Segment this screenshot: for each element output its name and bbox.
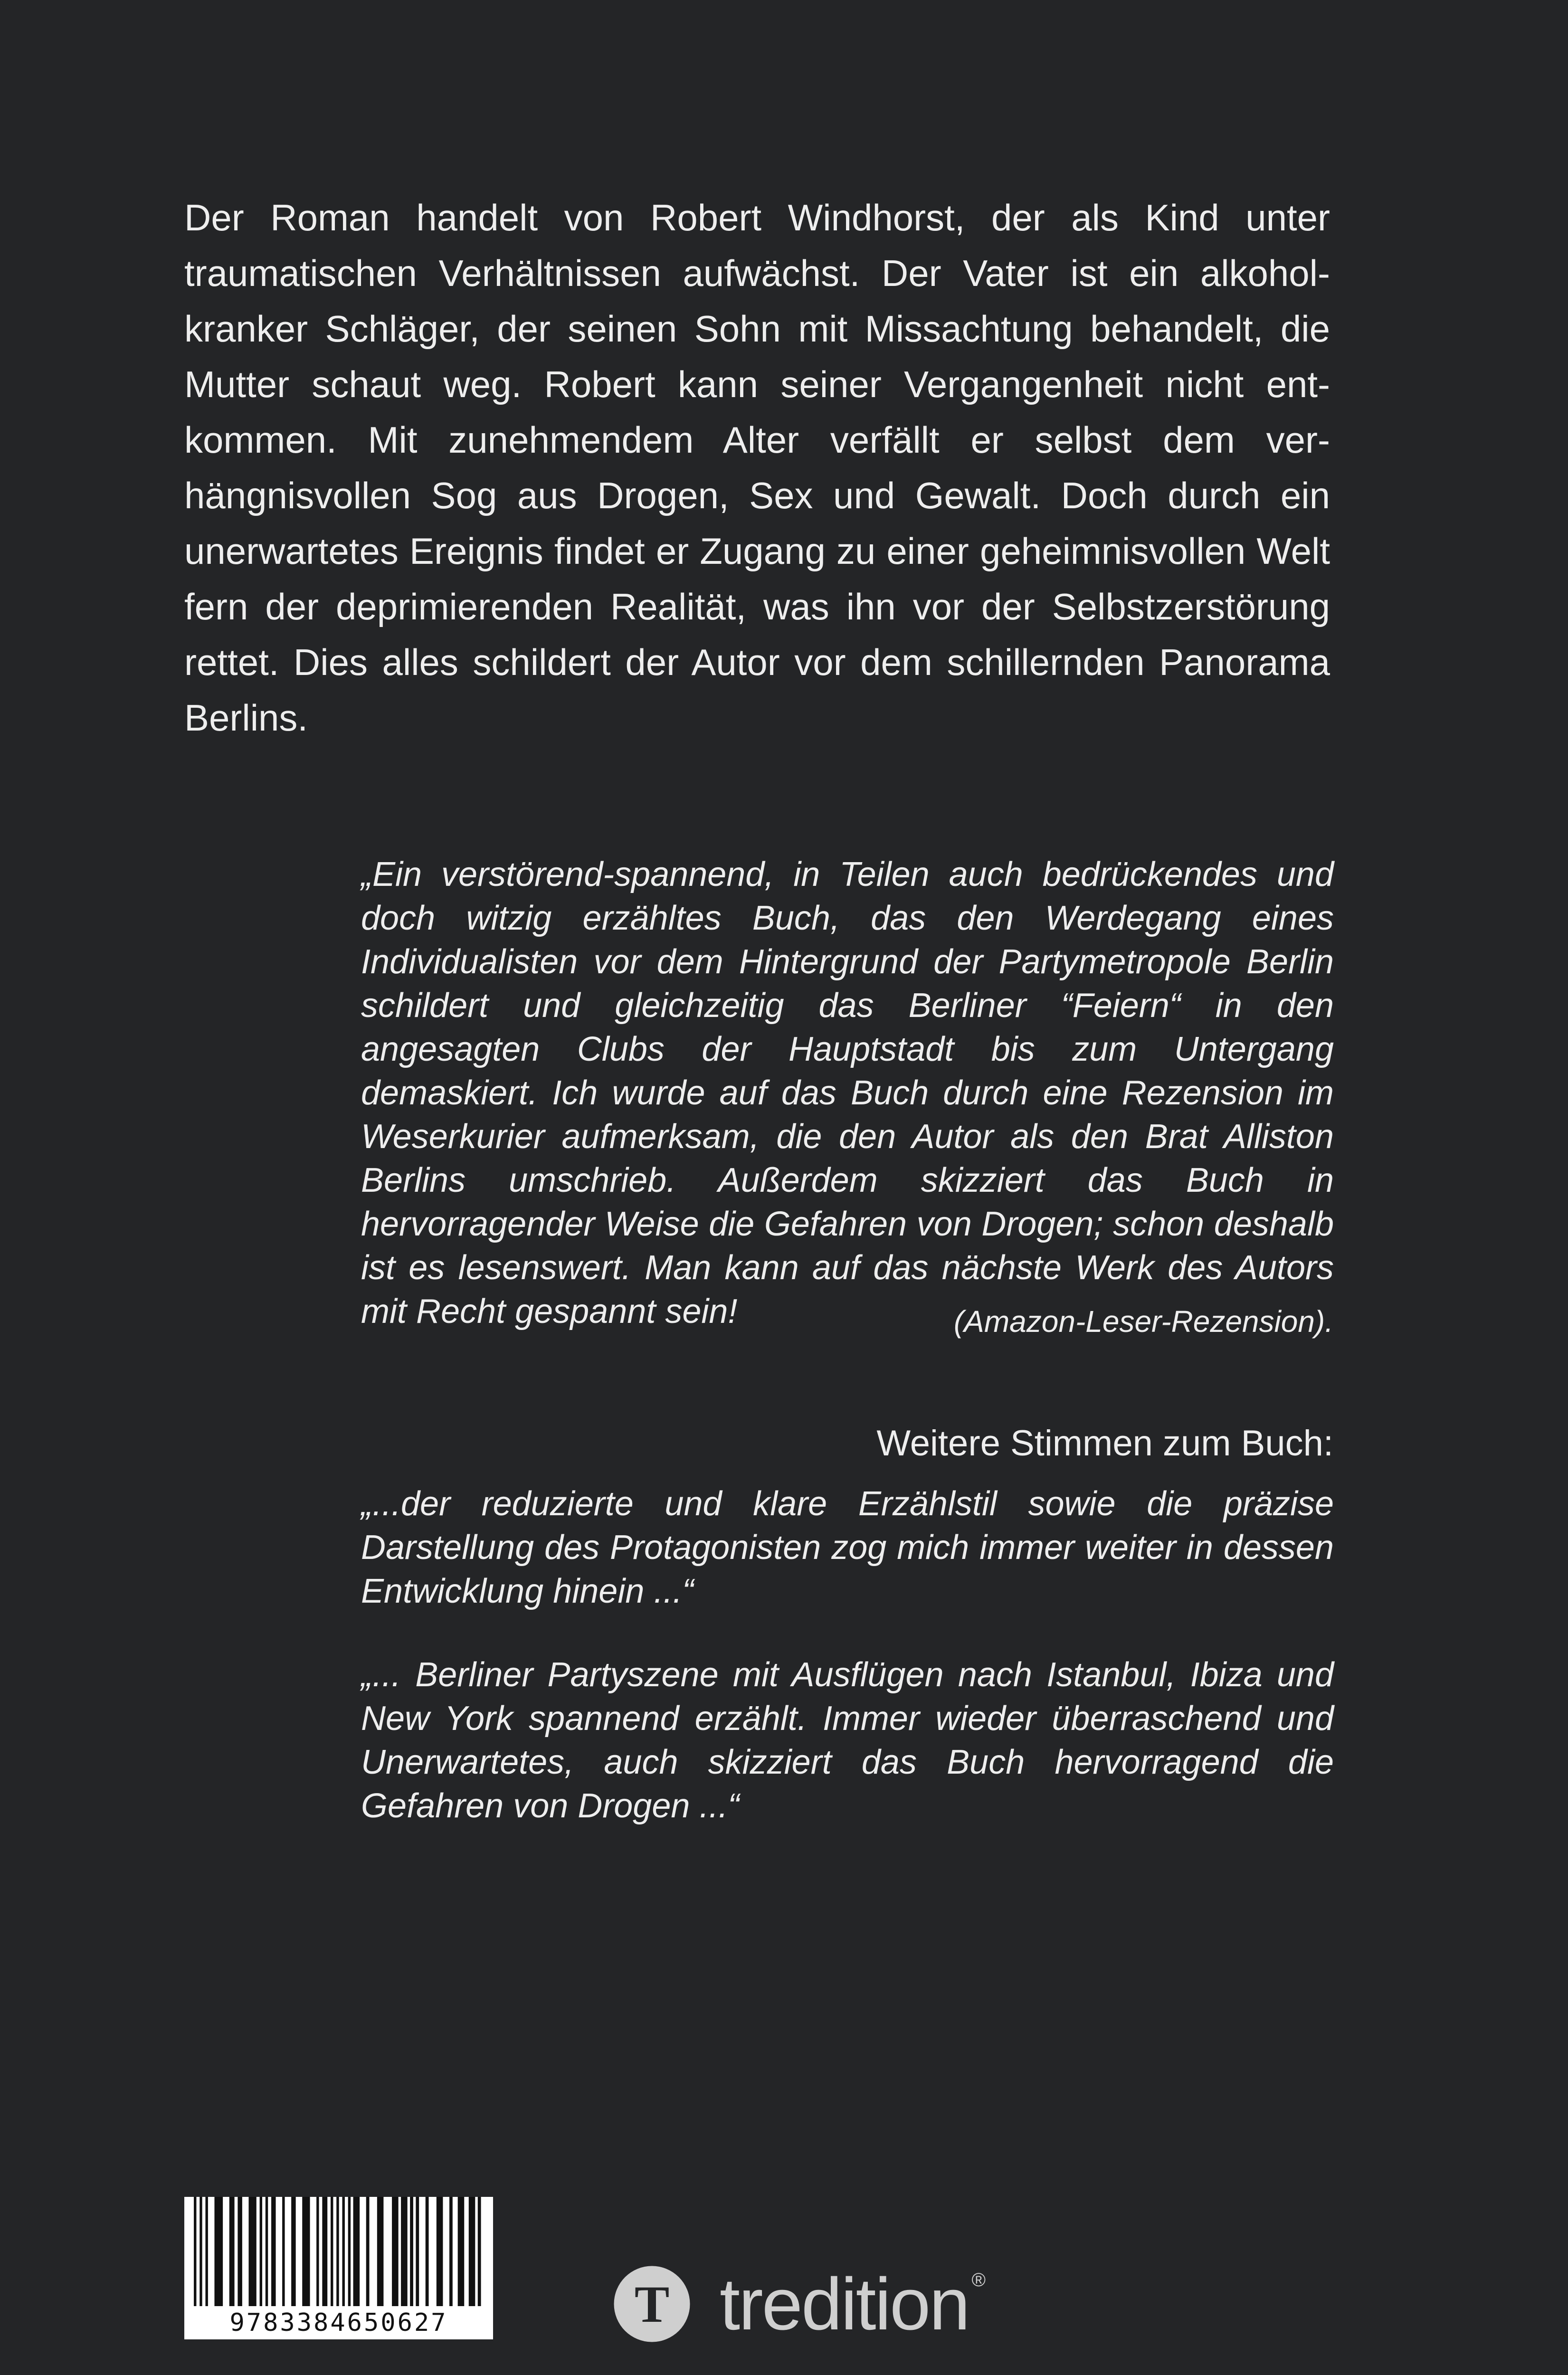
barcode-bar xyxy=(214,2197,223,2306)
review-quote: „Ein verstörend-spannend, in Teilen auch bedrückendes und doch witzig erzähltes Buch, das den Werdegang eines Individualisten vor dem Hintergrund der Partymetropole Berlin schildert und gleichzeitig das Berliner “Feiern“ in den angesagten Clubs der Hauptstadt bis zum Untergang demaskiert. Ich wurde auf das Buch durch eine Rezension im Weserkurier aufmerksam, die den Autor als den Brat Alliston Berlins umschrieb. Außerdem skizziert das Buch in hervorragender Weise die Gefahren von Drogen; schon deshalb ist es lesenswert. Man kann auf das nächste Werk des Autors mit Recht gespannt sein! xyxy=(361,855,1334,1330)
barcode-bar xyxy=(322,2197,327,2306)
review-source: (Amazon-Leser-Rezension). xyxy=(953,1304,1333,1339)
barcode-bar xyxy=(366,2197,370,2306)
barcode-bar xyxy=(282,2197,285,2306)
barcode-bar xyxy=(331,2197,333,2306)
svg-text:T: T xyxy=(634,2275,670,2333)
barcode-bar xyxy=(377,2197,384,2306)
barcode-bar xyxy=(401,2197,408,2306)
barcode-bar xyxy=(316,2197,319,2306)
barcode-bar xyxy=(437,2197,443,2306)
voice-quote-1: „...der reduzierte und klare Erzählstil sowie die präzise Darstellung des Protagonisten zog mich immer weiter in dessen Entwicklung hinein ...“ xyxy=(361,1485,1334,1610)
barcode-bar xyxy=(238,2197,242,2306)
barcode-bar xyxy=(342,2197,344,2306)
registered-trademark: ® xyxy=(971,2270,986,2290)
barcode-bar xyxy=(302,2197,310,2306)
barcode-bar xyxy=(194,2197,196,2306)
barcode-bar xyxy=(392,2197,399,2306)
barcode-bar xyxy=(426,2197,429,2306)
barcode-bar xyxy=(200,2197,202,2306)
barcode-bar xyxy=(348,2197,351,2306)
tredition-logo-icon xyxy=(613,2265,691,2343)
barcode-bar xyxy=(416,2197,419,2306)
barcode-bars xyxy=(184,2197,493,2306)
barcode-bar xyxy=(229,2197,235,2306)
synopsis-text: Der Roman handelt von Robert Windhorst, der als Kind unter traumatischen Verhältnissen aufwächst. Der Vater ist ein alkoholkranker Schläger, der seinen Sohn mit Missachtung behandelt, die Mutter schaut weg. Robert kann seiner Vergangenheit nicht entkommen. Mit zunehmendem Alter verfällt er selbst dem verhängnisvollen Sog aus Drogen, Sex und Gewalt. Doch durch ein unerwartetes Ereignis findet er Zugang zu einer geheimnisvollen Welt fern der deprimierenden Realität, was ihn vor der Selbstzerstörung rettet. Dies alles schildert der Autor vor dem schillernden Panorama Berlins. xyxy=(184,197,1330,739)
barcode-bar xyxy=(336,2197,339,2306)
barcode-bar xyxy=(248,2197,256,2306)
barcode-bar xyxy=(205,2197,208,2306)
barcode-bar xyxy=(271,2197,276,2306)
barcode-bar xyxy=(469,2197,475,2306)
barcode-bar xyxy=(458,2197,465,2306)
voice-quote-2: „... Berliner Partyszene mit Ausflügen nach Istanbul, Ibiza und New York spannend erzählt. Immer wieder überraschend und Unerwartetes, auch skizziert das Buch hervorragend die Gefahren von Drogen ...“ xyxy=(361,1656,1334,1825)
publisher-name: tredition xyxy=(720,2263,969,2345)
barcode-bar xyxy=(410,2197,413,2306)
barcode-bar xyxy=(291,2197,296,2306)
barcode-bar xyxy=(260,2197,262,2306)
barcode-bar xyxy=(353,2197,360,2306)
publisher-brand xyxy=(613,2265,986,2343)
voices-heading: Weitere Stimmen zum Buch: xyxy=(876,1423,1333,1463)
isbn-number: 9783384650627 xyxy=(184,2306,493,2339)
isbn-barcode xyxy=(184,2197,493,2339)
barcode-bar xyxy=(266,2197,268,2306)
barcode-bar xyxy=(449,2197,453,2306)
barcode-bar xyxy=(478,2197,481,2306)
